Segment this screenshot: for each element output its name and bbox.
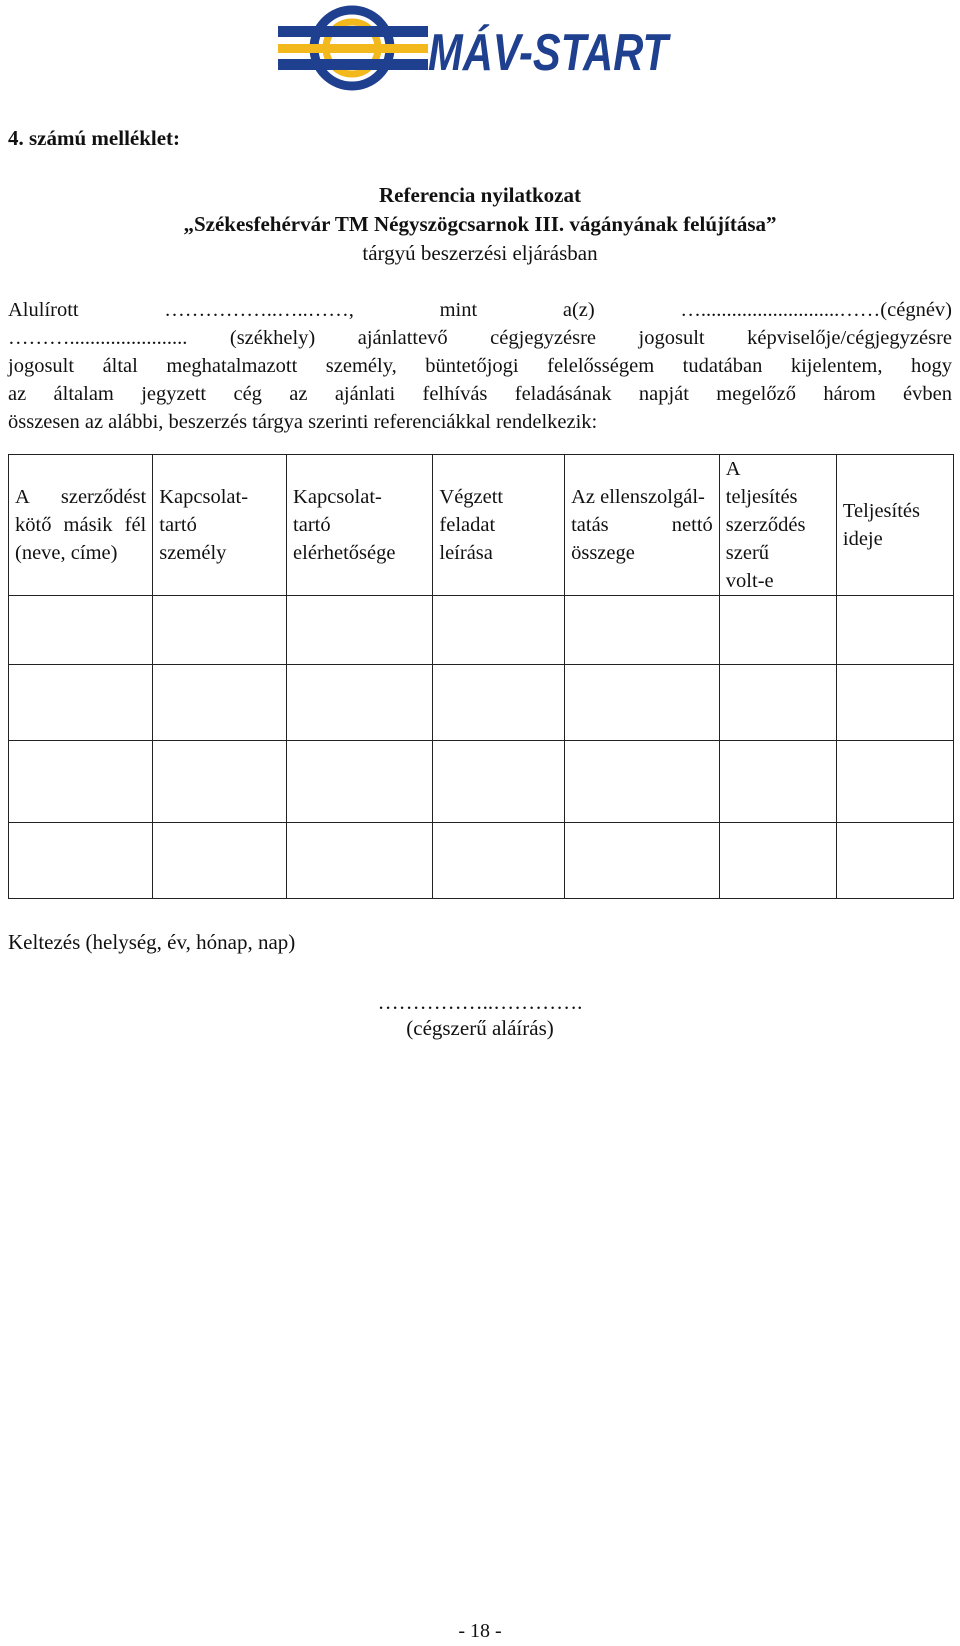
mav-start-logo (278, 4, 678, 92)
col-header-net-amount (565, 455, 720, 596)
table-cell[interactable] (565, 741, 720, 823)
statement-line: összesen az alábbi, beszerzés tárgya szerinti referenciákkal rendelkezik: (8, 411, 598, 433)
statement-paragraph (8, 296, 952, 436)
reference-table (8, 454, 954, 899)
table-cell[interactable] (287, 741, 433, 823)
col-header-performance-date (836, 455, 953, 596)
table-cell[interactable] (153, 665, 287, 741)
table-cell[interactable] (153, 823, 287, 899)
table-row (9, 596, 954, 665)
document-title: Referencia nyilatkozat (379, 183, 581, 207)
table-cell[interactable] (565, 823, 720, 899)
table-cell[interactable] (153, 741, 287, 823)
col-header-counterparty (9, 455, 153, 596)
col-header-label: Kapcsolat- tartó személy (159, 486, 249, 564)
date-label: Keltezés (helység, év, hónap, nap) (8, 930, 296, 954)
col-header-contractual-performance (719, 455, 836, 596)
table-cell[interactable] (719, 741, 836, 823)
table-cell[interactable] (565, 596, 720, 665)
table-cell[interactable] (9, 665, 153, 741)
table-cell[interactable] (836, 741, 953, 823)
statement-line: Alulírott ……………..…..……, mint a(z) …...........................……(cégnév) (8, 299, 952, 321)
col-header-label: A szerződést kötő másik fél (neve, címe) (15, 486, 147, 564)
statement-line: jogosult által meghatalmazott személy, büntetőjogi felelősségem tudatában kijelentem, hogy (8, 355, 952, 377)
col-header-contact-details (287, 455, 433, 596)
document-subject: „Székesfehérvár TM Négyszögcsarnok III. vágányának felújítása” (183, 212, 777, 236)
signature-line: ……………..…………. (377, 990, 583, 1014)
logo-emblem (278, 10, 428, 86)
table-cell[interactable] (565, 665, 720, 741)
table-cell[interactable] (836, 823, 953, 899)
page-number: - 18 - (458, 1620, 502, 1642)
table-cell[interactable] (153, 596, 287, 665)
col-header-label: Az ellenszolgál- tatás nettó összege (571, 486, 713, 564)
col-header-contact-person (153, 455, 287, 596)
table-cell[interactable] (9, 823, 153, 899)
col-header-task-description (433, 455, 565, 596)
col-header-label: Végzett feladat leírása (439, 486, 504, 564)
col-header-label: A teljesítés szerződés szerű volt-e (725, 458, 806, 592)
table-cell[interactable] (836, 665, 953, 741)
table-cell[interactable] (433, 665, 565, 741)
table-row (9, 665, 954, 741)
col-header-label: Kapcsolat- tartó elérhetősége (293, 486, 396, 564)
statement-line: ………....................... (székhely) ajánlattevő cégjegyzésre jogosult képviselője/cégjegyzésre (8, 327, 952, 349)
table-cell[interactable] (9, 596, 153, 665)
table-header-row (9, 455, 954, 596)
table-cell[interactable] (719, 596, 836, 665)
statement-line: az általam jegyzett cég az ajánlati felhívás feladásának napját megelőző három évben (8, 383, 952, 405)
table-cell[interactable] (836, 596, 953, 665)
table-cell[interactable] (719, 823, 836, 899)
table-cell[interactable] (287, 823, 433, 899)
table-cell[interactable] (433, 741, 565, 823)
table-cell[interactable] (287, 596, 433, 665)
table-cell[interactable] (433, 596, 565, 665)
table-cell[interactable] (287, 665, 433, 741)
table-row (9, 823, 954, 899)
table-cell[interactable] (719, 665, 836, 741)
attachment-label: 4. számú melléklet: (8, 126, 181, 150)
table-cell[interactable] (9, 741, 153, 823)
signature-label: (cégszerű aláírás) (406, 1016, 554, 1040)
table-row (9, 741, 954, 823)
document-subtitle: tárgyú beszerzési eljárásban (362, 241, 598, 265)
table-cell[interactable] (433, 823, 565, 899)
logo-text: MÁV-START (428, 24, 672, 82)
col-header-label: Teljesítés ideje (842, 500, 921, 550)
